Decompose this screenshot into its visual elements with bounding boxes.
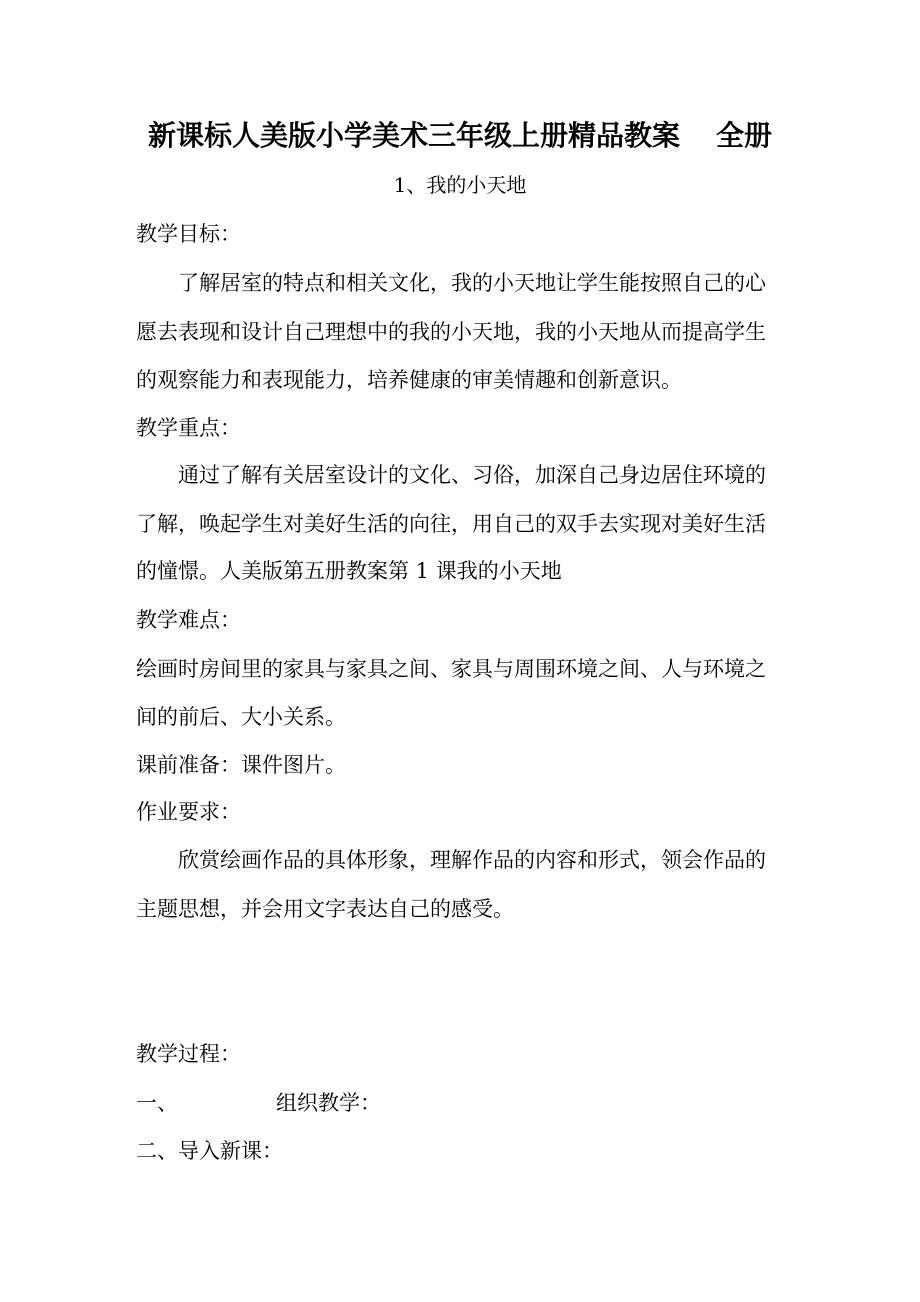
difficulties-line-2: 间的前后、大小关系。	[136, 705, 346, 729]
homework-line-2: 主题思想，并会用文字表达自己的感受。	[136, 897, 514, 921]
objectives-line-3: 的观察能力和表现能力，培养健康的审美情趣和创新意识。	[136, 368, 682, 392]
homework-line-1: 欣赏绘画作品的具体形象，理解作品的内容和形式，领会作品的	[178, 848, 766, 872]
objectives-line-1: 了解居室的特点和相关文化，我的小天地让学生能按照自己的心	[178, 271, 766, 295]
key-points-line-2: 了解，唤起学生对美好生活的向往，用自己的双手去实现对美好生活	[136, 512, 766, 536]
process-heading: 教学过程：	[136, 1042, 241, 1066]
process-step-2: 二、导入新课：	[136, 1139, 283, 1163]
process-step-1	[136, 1086, 381, 1120]
process-step-1-number: 一、	[136, 1091, 178, 1115]
lesson-title: 1、我的小天地	[393, 173, 527, 197]
preparation-line: 课前准备：课件图片。	[136, 753, 346, 777]
objectives-line-2: 愿去表现和设计自己理想中的我的小天地，我的小天地从而提高学生	[136, 320, 766, 344]
process-step-1-text: 组织教学：	[276, 1091, 381, 1115]
difficulties-heading: 教学难点：	[136, 608, 241, 632]
document-title-main: 新课标人美版小学美术三年级上册精品教案	[147, 119, 680, 152]
document-title-suffix: 全册	[716, 119, 773, 152]
key-points-heading: 教学重点：	[136, 416, 241, 440]
key-points-line-1: 通过了解有关居室设计的文化、习俗，加深自己身边居住环境的	[178, 463, 766, 487]
difficulties-line-1: 绘画时房间里的家具与家具之间、家具与周围环境之间、人与环境之	[136, 657, 766, 681]
document-title	[0, 116, 920, 156]
homework-heading: 作业要求：	[136, 800, 241, 824]
key-points-line-3: 的憧憬。人美版第五册教案第 1 课我的小天地	[136, 559, 562, 583]
objectives-heading: 教学目标：	[136, 222, 241, 246]
